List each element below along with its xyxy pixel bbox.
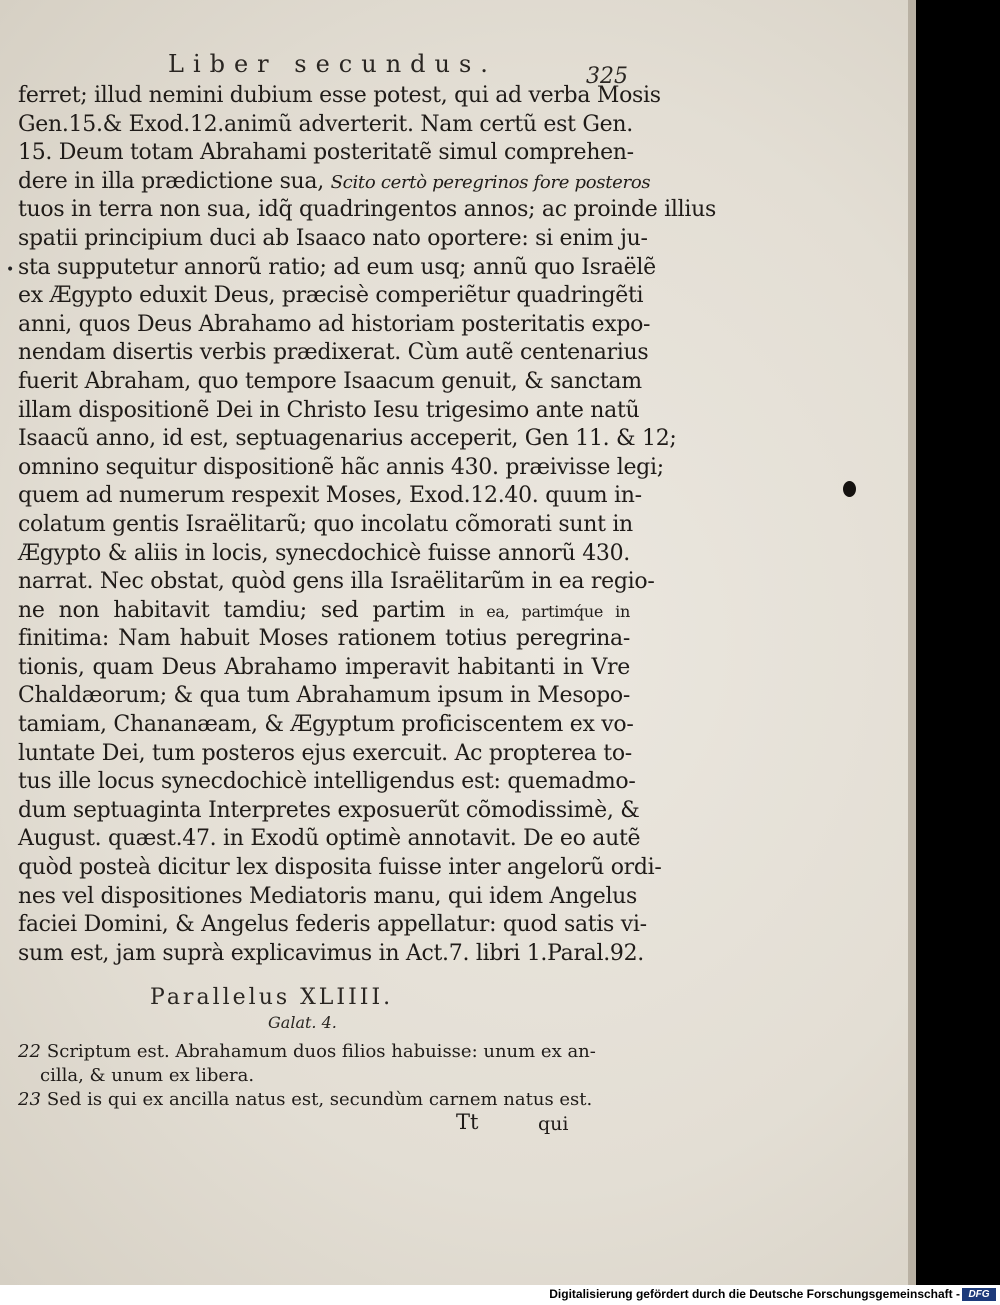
margin-mark: • bbox=[6, 262, 15, 278]
text-line: sum est, jam suprà explicavimus in Act.7. libri 1.Paral.92. bbox=[18, 940, 645, 966]
text-line: tamiam, Chananæam, & Ægyptum proficiscentem ex vo- bbox=[18, 712, 634, 738]
text-line: ex Ægypto eduxit Deus, præcisè comperiẽtur quadringẽti bbox=[18, 283, 644, 309]
verse-line bbox=[18, 1040, 598, 1064]
text-line bbox=[18, 168, 651, 197]
page-number: 325 bbox=[586, 64, 628, 89]
text-line: spatii principium duci ab Isaaco nato oportere: si enim ju- bbox=[18, 225, 648, 251]
text-line: sta supputetur annorũ ratio; ad eum usq; annũ quo Israëlẽ bbox=[18, 254, 656, 280]
italic-quote: Scito certò peregrinos fore posteros bbox=[330, 171, 651, 193]
text-segment: ne non habitavit tamdiu; sed partim bbox=[18, 597, 446, 623]
footer-credit: Digitalisierung gefördert durch die Deutsche Forschungsgemeinschaft - bbox=[549, 1287, 960, 1301]
dfg-logo: DFG bbox=[962, 1288, 996, 1301]
body-text bbox=[18, 82, 716, 968]
text-line: nendam disertis verbis prædixerat. Cùm autẽ centenarius bbox=[18, 340, 649, 366]
text-line: fuerit Abraham, quo tempore Isaacum genuit, & sanctam bbox=[18, 368, 642, 394]
verse-number: 22 bbox=[18, 1041, 41, 1062]
text-line: dum septuaginta Interpretes exposuerũt cõmodissimè, & bbox=[18, 797, 640, 823]
page-edge bbox=[908, 0, 916, 1285]
text-line: colatum gentis Israëlitarũ; quo incolatu cõmorati sunt in bbox=[18, 511, 633, 537]
verse-text: cilla, & unum ex libera. bbox=[40, 1065, 255, 1086]
signature-mark: Tt bbox=[456, 1110, 479, 1134]
text-line: faciei Domini, & Angelus federis appellatur: quod satis vi- bbox=[18, 912, 647, 938]
section-reference: Galat. 4. bbox=[268, 1013, 337, 1032]
text-line: ferret; illud nemini dubium esse potest, qui ad verba Mosis bbox=[18, 83, 661, 108]
verse-text: Sed is qui ex ancilla natus est, secundùm carnem natus est. bbox=[46, 1089, 593, 1110]
catchword: qui bbox=[538, 1113, 569, 1135]
text-line: anni, quos Deus Abrahamo ad historiam posteritatis expo- bbox=[18, 311, 651, 337]
running-head: Liber secundus. bbox=[168, 50, 497, 78]
verse-line bbox=[18, 1088, 598, 1112]
text-line: omnino sequitur dispositionẽ hãc annis 430. præivisse legi; bbox=[18, 454, 664, 480]
text-line: Isaacũ anno, id est, septuagenarius acceperit, Gen 11. & 12; bbox=[18, 426, 677, 452]
section-heading: Parallelus XLIIII. bbox=[150, 985, 394, 1010]
text-segment: dere in illa prædictione sua, bbox=[18, 168, 324, 194]
text-line: Gen.15.& Exod.12.animũ adverterit. Nam certũ est Gen. bbox=[18, 111, 633, 137]
text-line: quòd posteà dicitur lex disposita fuisse inter angelorũ ordi- bbox=[18, 855, 662, 881]
verse-list bbox=[18, 1040, 598, 1112]
text-line: narrat. Nec obstat, quòd gens illa Israëlitarũm in ea regio- bbox=[18, 569, 655, 595]
text-line: illam dispositionẽ Dei in Christo Iesu trigesimo ante natũ bbox=[18, 397, 640, 423]
verse-line bbox=[18, 1064, 598, 1088]
small-text: in ea, partimq́ue in bbox=[459, 601, 630, 621]
text-line: 15. Deum totam Abrahami posteritatẽ simul comprehen- bbox=[18, 140, 634, 166]
ink-blot bbox=[843, 481, 856, 497]
text-line: tus ille locus synecdochicè intelligendus est: quemadmo- bbox=[18, 769, 636, 795]
text-line: tuos in terra non sua, idq̃ quadringentos annos; ac proinde illius bbox=[18, 197, 716, 223]
text-line: August. quæst.47. in Exodũ optimè annotavit. De eo autẽ bbox=[18, 826, 641, 852]
text-line: finitima: Nam habuit Moses rationem totius peregrina- bbox=[18, 626, 630, 652]
text-line: nes vel dispositiones Mediatoris manu, qui idem Angelus bbox=[18, 883, 638, 909]
text-line: luntate Dei, tum posteros ejus exercuit. Ac propterea to- bbox=[18, 740, 632, 766]
text-line: Chaldæorum; & qua tum Abrahamum ipsum in Mesopo- bbox=[18, 683, 630, 709]
verse-text: Scriptum est. Abrahamum duos filios habuisse: unum ex an- bbox=[46, 1041, 596, 1062]
text-line: tionis, quam Deus Abrahamo imperavit habitanti in Vre bbox=[18, 654, 630, 680]
text-line: quem ad numerum respexit Moses, Exod.12.40. quum in- bbox=[18, 483, 642, 509]
text-line bbox=[18, 597, 630, 626]
digitization-footer bbox=[0, 1285, 1000, 1305]
text-line: Ægypto & aliis in locis, synecdochicè fuisse annorũ 430. bbox=[18, 540, 630, 566]
verse-number: 23 bbox=[18, 1089, 41, 1110]
